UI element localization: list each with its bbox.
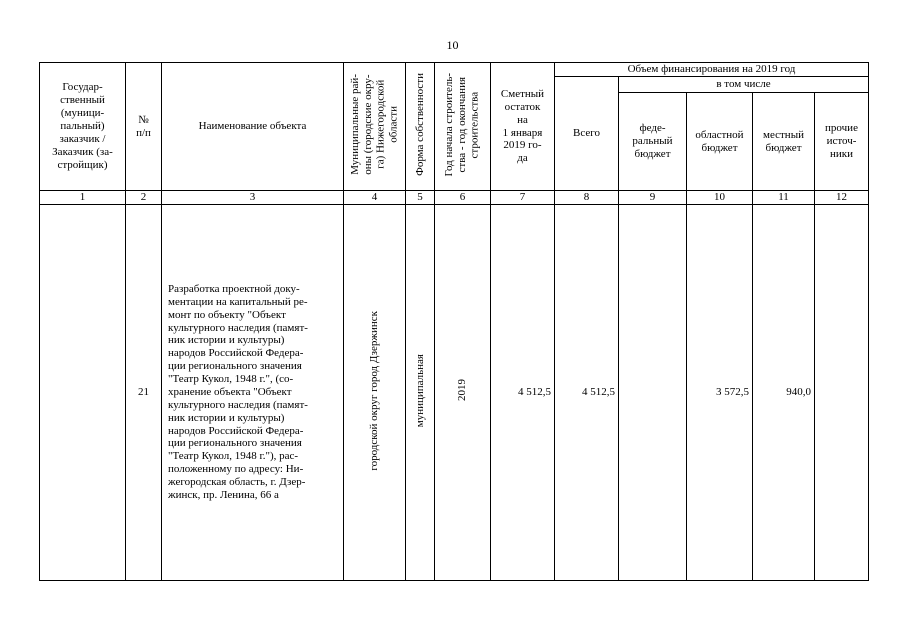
row-district: городской округ город Дзержинск (368, 310, 381, 471)
header-district-cell (344, 63, 406, 191)
column-number: 10 (687, 191, 753, 205)
column-number: 6 (435, 191, 491, 205)
column-number: 2 (126, 191, 162, 205)
row-local: 940,0 (753, 204, 815, 580)
header-row-1 (40, 63, 869, 77)
column-number: 3 (162, 191, 344, 205)
header-object-name: Наименование объекта (162, 63, 344, 191)
row-regional: 3 572,5 (687, 204, 753, 580)
row-years: 2019 (456, 379, 469, 402)
table-row (40, 204, 869, 580)
financing-table (39, 62, 869, 581)
column-number: 8 (555, 191, 619, 205)
header-years: Год начала строитель- ства - год окончания строительства (443, 72, 481, 177)
column-number: 1 (40, 191, 126, 205)
header-federal: феде- ральный бюджет (619, 93, 687, 191)
page-number: 10 (446, 38, 459, 52)
header-local: местный бюджет (753, 93, 815, 191)
header-funding-group: Объем финансирования на 2019 год (555, 63, 869, 77)
column-number: 12 (815, 191, 869, 205)
row-federal (619, 204, 687, 580)
row-ownership: муниципальная (413, 353, 426, 428)
header-ownership: Форма собственности (413, 73, 426, 176)
row-district-cell (344, 204, 406, 580)
header-ownership-cell (406, 63, 435, 191)
header-total: Всего (555, 77, 619, 191)
row-object-name: Разработка проектной доку- ментации на капитальный ре- монт по объекту "Объект культурного наследия (памят- ник истории и культуры) народов Российской Федера- ции регионального значения "Театр Кукол, 1948 г.", (со- хранение объекта "Объект культурного наследия (памят- ник истории и культуры) народов Российской Федера- ции регионального значения "Театр Кукол, 1948 г."), рас- положенному по адресу: Ни- жегородская область, г. Дзер- жинск, пр. Ленина, 66 а (162, 204, 344, 580)
row-number: 21 (126, 204, 162, 580)
row-years-cell (435, 204, 491, 580)
header-balance: Сметный остаток на 1 января 2019 го- да (491, 63, 555, 191)
column-number: 7 (491, 191, 555, 205)
header-including: в том числе (619, 77, 869, 93)
column-number: 9 (619, 191, 687, 205)
column-number: 5 (406, 191, 435, 205)
header-years-cell (435, 63, 491, 191)
header-other: прочие источ- ники (815, 93, 869, 191)
header-district: Муниципальные рай- оны (городские окру- га) Нижегородской области (348, 74, 400, 175)
header-regional: областной бюджет (687, 93, 753, 191)
column-number: 4 (344, 191, 406, 205)
row-total: 4 512,5 (555, 204, 619, 580)
row-balance: 4 512,5 (491, 204, 555, 580)
column-number: 11 (753, 191, 815, 205)
header-row-number: № п/п (126, 63, 162, 191)
row-other (815, 204, 869, 580)
column-number-row (40, 191, 869, 205)
header-customer: Государ- ственный (муници- пальный) заказчик / Заказчик (за- стройщик) (40, 63, 126, 191)
row-ownership-cell (406, 204, 435, 580)
row-customer (40, 204, 126, 580)
